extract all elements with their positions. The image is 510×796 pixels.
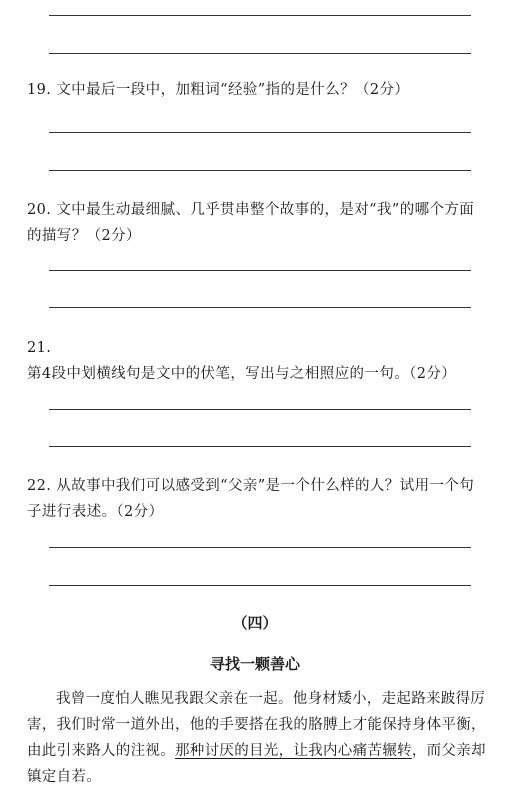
answer-line	[49, 585, 471, 586]
answer-line	[49, 547, 471, 548]
answer-line	[49, 53, 471, 54]
question-number: 20.	[27, 202, 52, 218]
passage-text: 我曾一度怕人瞧见我跟父亲在一起。他身材矮小，走起路来跛得厉害，我们时常一道外出，他的手要搭在我的胳膊上才能保持身体平衡，由此引来路人的注视。	[27, 691, 486, 759]
answer-line	[49, 15, 471, 16]
passage-title: 寻找一颗善心	[209, 655, 300, 673]
question-19	[27, 77, 483, 103]
answer-line	[49, 409, 471, 410]
answer-line	[49, 170, 471, 171]
passage-text-end: ，而父亲却镇定自若。	[27, 743, 486, 785]
answer-line	[49, 307, 471, 308]
question-number: 22.	[27, 478, 52, 494]
question-20	[27, 197, 483, 249]
question-text: 文中最后一段中，加粗词“经验”指的是什么？（2分）	[56, 82, 410, 98]
question-text: 文中最生动最细腻、几乎贯串整个故事的，是对“我”的哪个方面的描写？（2分）	[27, 202, 475, 244]
question-number: 19.	[27, 82, 52, 98]
question-number: 21.	[27, 340, 52, 356]
answer-line	[49, 270, 471, 271]
underlined-sentence: 那种讨厌的目光，让我内心痛苦辗转	[175, 743, 412, 759]
question-21	[27, 335, 483, 387]
passage-paragraph	[27, 686, 487, 790]
section-label: （四）	[232, 614, 278, 632]
question-22	[27, 473, 483, 525]
question-text: 第4段中划横线句是文中的伏笔，写出与之相照应的一句。（2分）	[27, 366, 457, 382]
answer-line	[49, 132, 471, 133]
answer-line	[49, 446, 471, 447]
question-text: 从故事中我们可以感受到“父亲”是一个什么样的人？试用一个句子进行表述。（2分）	[27, 478, 475, 520]
